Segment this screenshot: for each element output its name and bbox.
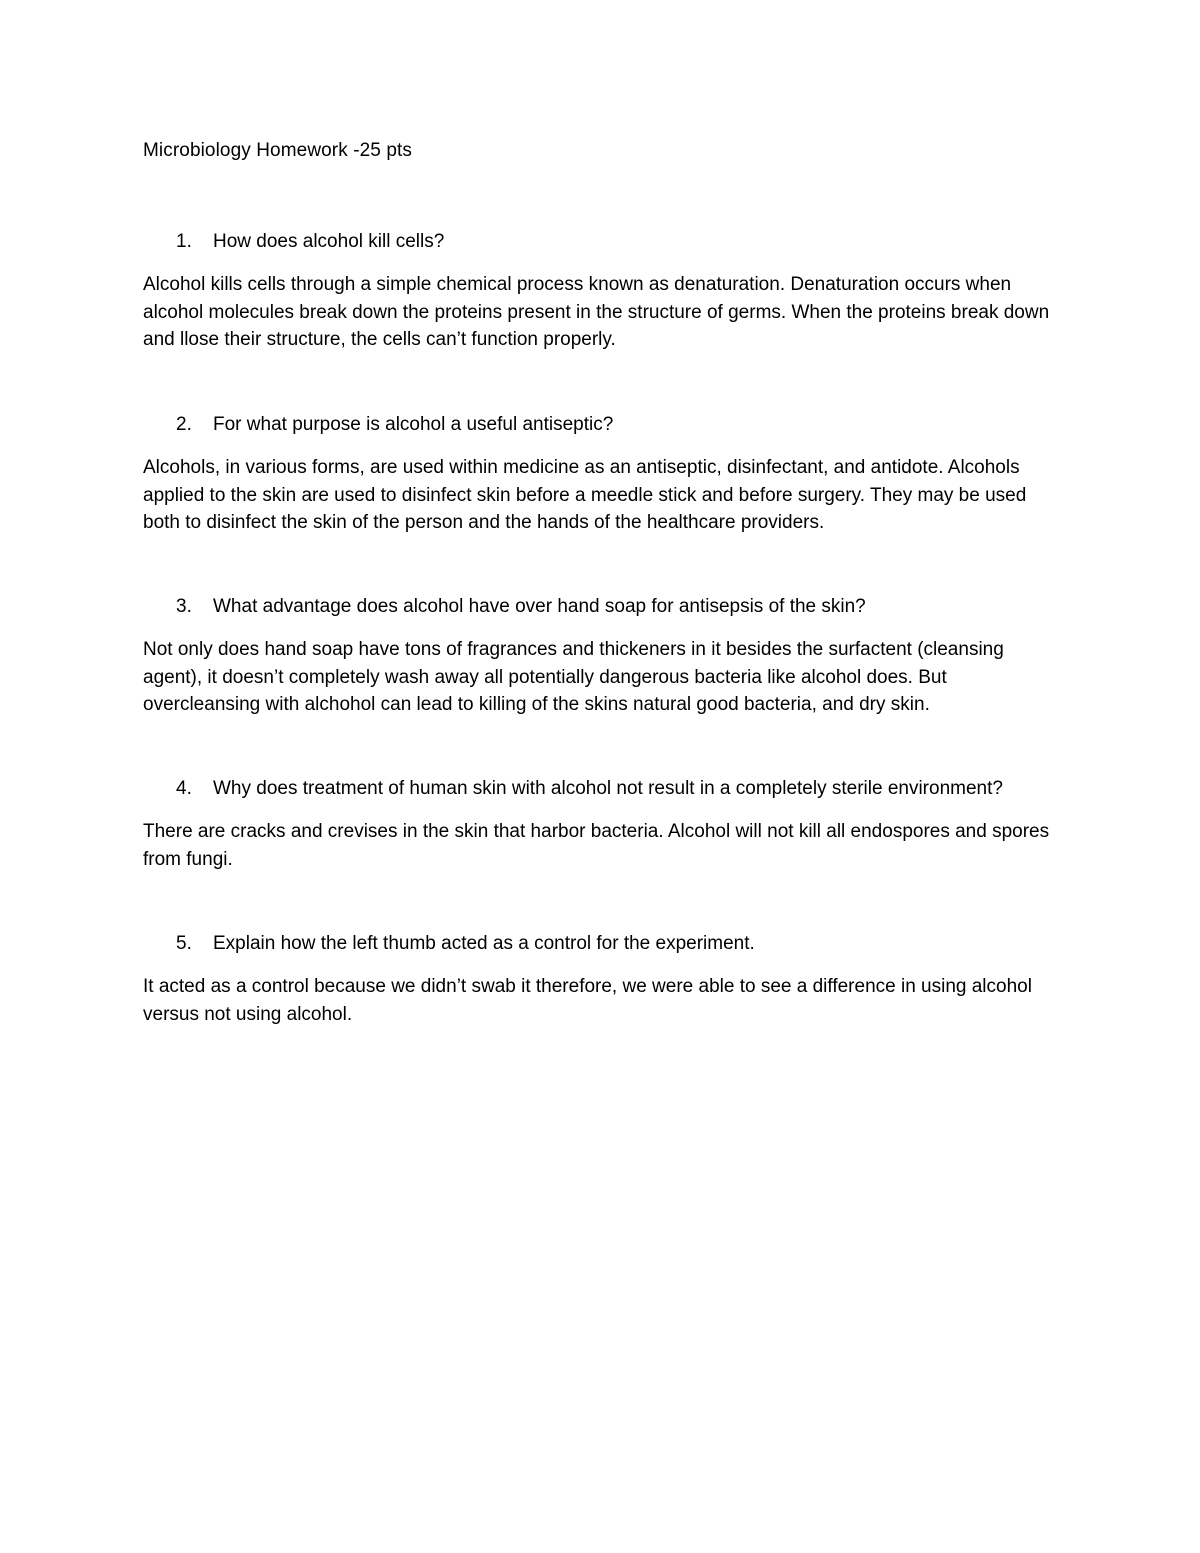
- question-text: Explain how the left thumb acted as a control for the experiment.: [213, 933, 755, 954]
- question-number: 1.: [176, 231, 192, 252]
- question-text: Why does treatment of human skin with alcohol not result in a completely sterile environment?: [213, 778, 1003, 799]
- question-text: How does alcohol kill cells?: [213, 231, 445, 252]
- question-block-4: [143, 775, 1063, 873]
- document-title: Microbiology Homework -25 pts: [143, 140, 412, 161]
- question-block-2: [143, 411, 1063, 537]
- question-4: [143, 775, 1063, 802]
- question-2: [143, 411, 1063, 438]
- question-number: 2.: [176, 414, 192, 435]
- answer-1: Alcohol kills cells through a simple chemical process known as denaturation. Denaturation occurs when alcohol molecules break down the proteins present in the structure of germs. When the proteins break down and llose their structure, the cells can’t function properly.: [143, 274, 1050, 350]
- question-block-3: [143, 593, 1063, 719]
- question-number: 5.: [176, 933, 192, 954]
- question-block-1: [143, 228, 1063, 354]
- answer-4: There are cracks and crevises in the skin that harbor bacteria. Alcohol will not kill all endospores and spores from fungi.: [143, 821, 1050, 870]
- answer-2: Alcohols, in various forms, are used within medicine as an antiseptic, disinfectant, and antidote. Alcohols applied to the skin are used to disinfect skin before a meedle stick and before surgery. They may be used both to disinfect the skin of the person and the hands of the healthcare providers.: [143, 457, 1027, 533]
- question-5: [143, 930, 1063, 957]
- question-1: [143, 228, 1063, 255]
- question-3: [143, 593, 1063, 620]
- question-block-5: [143, 930, 1063, 1028]
- question-text: What advantage does alcohol have over hand soap for antisepsis of the skin?: [213, 596, 866, 617]
- question-text: For what purpose is alcohol a useful antiseptic?: [213, 414, 614, 435]
- question-number: 4.: [176, 778, 192, 799]
- answer-5: It acted as a control because we didn’t swab it therefore, we were able to see a difference in using alcohol versus not using alcohol.: [143, 976, 1032, 1025]
- answer-3: Not only does hand soap have tons of fragrances and thickeners in it besides the surfactent (cleansing agent), it doesn’t completely wash away all potentially dangerous bacteria like alcohol does. But overcleansing with alchohol can lead to killing of the skins natural good bacteria, and dry skin.: [143, 639, 1004, 715]
- question-number: 3.: [176, 596, 192, 617]
